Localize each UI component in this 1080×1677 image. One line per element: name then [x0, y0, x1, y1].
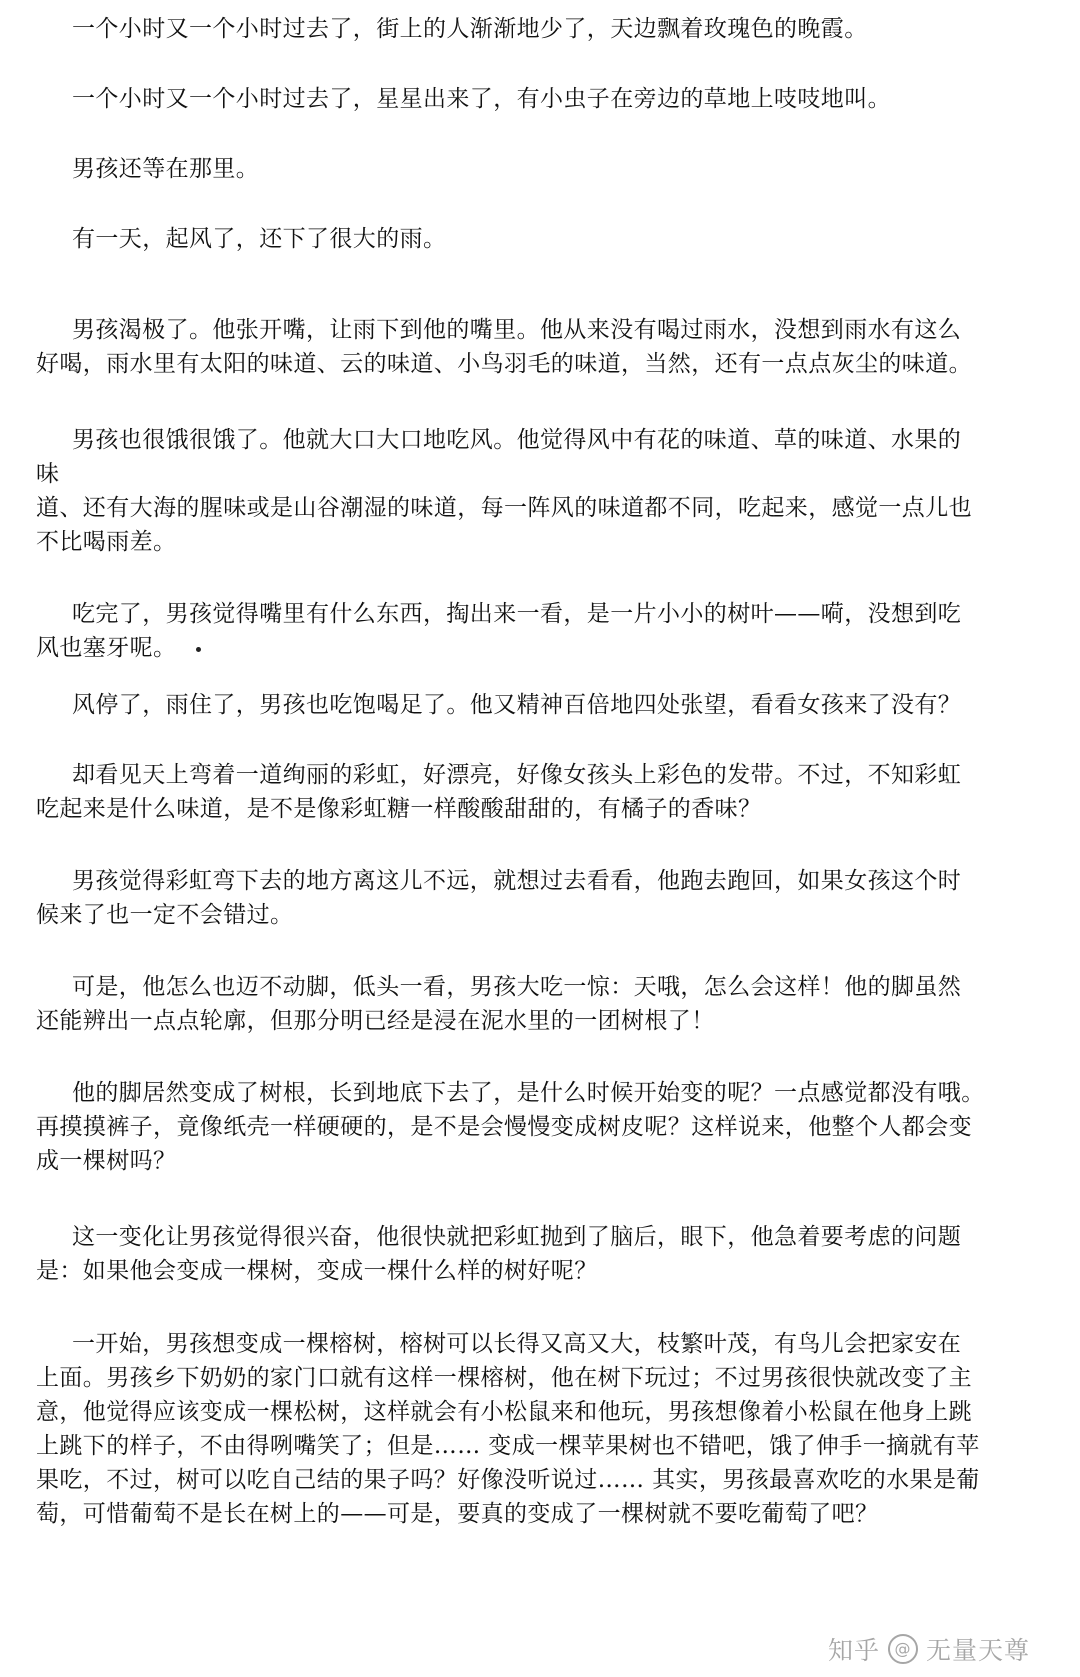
paragraph-1	[36, 12, 1044, 46]
text-line: 意，他觉得应该变成一棵松树，这样就会有小松鼠来和他玩，男孩想像着小松鼠在他身上跳	[36, 1399, 972, 1425]
paragraph-6	[36, 423, 1044, 559]
paragraph-10	[36, 864, 1044, 932]
paragraph-2	[36, 82, 1044, 116]
text-line: 不比喝雨差。	[36, 529, 177, 555]
at-icon: @	[888, 1634, 918, 1664]
text-line: 萄，可惜葡萄不是长在树上的——可是，要真的变成了一棵树就不要吃葡萄了吧？	[36, 1501, 879, 1527]
watermark-site: 知乎	[827, 1636, 880, 1665]
text-line: 男孩还等在那里。	[72, 156, 260, 182]
text-line: 还能辨出一点点轮廓，但那分明已经是浸在泥水里的一团树根了！	[36, 1008, 715, 1034]
text-line: 可是，他怎么也迈不动脚，低头一看，男孩大吃一惊：天哦，怎么会这样！他的脚虽然	[72, 974, 962, 1000]
paragraph-7	[36, 597, 1044, 665]
text-line: 候来了也一定不会错过。	[36, 902, 294, 928]
text-line: 吃完了，男孩觉得嘴里有什么东西，掏出来一看，是一片小小的树叶——嗬，没想到吃	[72, 601, 962, 627]
text-line: 上跳下的样子，不由得咧嘴笑了；但是…… 变成一棵苹果树也不错吧，饿了伸手一摘就有苹	[36, 1433, 980, 1459]
paragraph-13	[36, 1220, 1044, 1288]
paragraph-9	[36, 758, 1044, 826]
text-line: 男孩渴极了。他张开嘴，让雨下到他的嘴里。他从来没有喝过雨水，没想到雨水有这么	[72, 317, 962, 343]
text-line: 一开始，男孩想变成一棵榕树，榕树可以长得又高又大，枝繁叶茂，有鸟儿会把家安在	[72, 1331, 962, 1357]
text-line: 果吃，不过，树可以吃自己结的果子吗？好像没听说过…… 其实，男孩最喜欢吃的水果是葡	[36, 1467, 980, 1493]
paragraph-12	[36, 1076, 1044, 1178]
paragraph-4	[36, 222, 1044, 256]
text-line: 一个小时又一个小时过去了，街上的人渐渐地少了，天边飘着玫瑰色的晚霞。	[72, 16, 868, 42]
paragraph-3	[36, 152, 1044, 186]
paragraph-8	[36, 688, 1044, 722]
text-line: 男孩觉得彩虹弯下去的地方离这儿不远，就想过去看看，他跑去跑回，如果女孩这个时	[72, 868, 962, 894]
text-line	[36, 631, 1044, 665]
text-line-content: 风也塞牙呢。	[36, 635, 177, 661]
text-line: 是：如果他会变成一棵树，变成一棵什么样的树好呢？	[36, 1258, 598, 1284]
text-line: 吃起来是什么味道，是不是像彩虹糖一样酸酸甜甜的，有橘子的香味？	[36, 796, 762, 822]
stray-dot-mark	[196, 647, 201, 652]
text-line: 男孩也很饿很饿了。他就大口大口地吃风。他觉得风中有花的味道、草的味道、水果的	[72, 427, 962, 453]
paragraph-5	[36, 313, 1044, 381]
text-line: 味	[36, 461, 60, 487]
text-line: 成一棵树吗？	[36, 1148, 177, 1174]
watermark-user: 无量天尊	[925, 1636, 1030, 1665]
text-line: 有一天，起风了，还下了很大的雨。	[72, 226, 447, 252]
text-line: 好喝，雨水里有太阳的味道、云的味道、小鸟羽毛的味道，当然，还有一点点灰尘的味道。	[36, 351, 972, 377]
text-line: 再摸摸裤子，竟像纸壳一样硬硬的，是不是会慢慢变成树皮呢？这样说来，他整个人都会变	[36, 1114, 972, 1140]
text-line: 风停了，雨住了，男孩也吃饱喝足了。他又精神百倍地四处张望，看看女孩来了没有？	[72, 692, 962, 718]
text-line: 这一变化让男孩觉得很兴奋，他很快就把彩虹抛到了脑后，眼下，他急着要考虑的问题	[72, 1224, 962, 1250]
text-line: 却看见天上弯着一道绚丽的彩虹，好漂亮，好像女孩头上彩色的发带。不过，不知彩虹	[72, 762, 962, 788]
paragraph-11	[36, 970, 1044, 1038]
text-line: 道、还有大海的腥味或是山谷潮湿的味道，每一阵风的味道都不同，吃起来，感觉一点儿也	[36, 495, 972, 521]
paragraph-14	[36, 1327, 1044, 1531]
text-line: 他的脚居然变成了树根，长到地底下去了，是什么时候开始变的呢？一点感觉都没有哦。	[72, 1080, 985, 1106]
zhihu-watermark	[828, 1631, 1030, 1667]
text-line: 一个小时又一个小时过去了，星星出来了，有小虫子在旁边的草地上吱吱地叫。	[72, 86, 891, 112]
text-line: 上面。男孩乡下奶奶的家门口就有这样一棵榕树，他在树下玩过；不过男孩很快就改变了主	[36, 1365, 972, 1391]
